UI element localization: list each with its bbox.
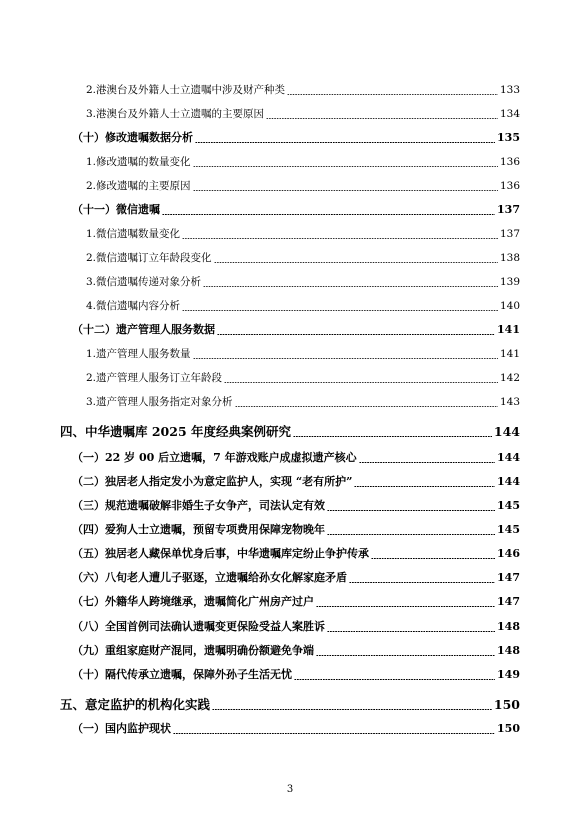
toc-entry-title: （三）规范遗嘱破解非婚生子女争产，司法认定有效	[72, 499, 325, 512]
toc-entry-page-number: 136	[499, 180, 520, 192]
toc-dot-leader	[203, 286, 498, 287]
toc-dot-leader	[195, 142, 495, 143]
toc-entry-page-number: 145	[497, 523, 520, 536]
toc-dot-leader	[235, 406, 498, 407]
toc-section-entry[interactable]	[72, 472, 520, 492]
toc-entry-title: 2.遗产管理人服务订立年龄段	[86, 372, 223, 384]
toc-dot-leader	[173, 733, 495, 734]
toc-dot-leader	[182, 310, 498, 311]
toc-subsection-entry[interactable]	[86, 344, 520, 364]
toc-dot-leader	[182, 238, 498, 239]
toc-subsection-entry[interactable]	[86, 224, 520, 244]
toc-entry-title: （五）独居老人藏保单忧身后事，中华遗嘱库定纷止争护传承	[72, 547, 369, 560]
toc-entry-title: （六）八旬老人遭儿子驱逐，立遗嘱给孙女化解家庭矛盾	[72, 571, 347, 584]
toc-entry-title: 五、意定监护的机构化实践	[60, 697, 211, 712]
toc-section-entry[interactable]	[72, 200, 520, 220]
toc-dot-leader	[316, 606, 495, 607]
toc-dot-leader	[193, 190, 498, 191]
toc-dot-leader	[327, 631, 495, 632]
toc-entry-page-number: 136	[499, 156, 520, 168]
toc-entry-title: 3.微信遗嘱传递对象分析	[86, 276, 202, 288]
toc-section-entry[interactable]	[72, 320, 520, 340]
toc-entry-page-number: 141	[497, 323, 520, 336]
toc-dot-leader	[214, 262, 498, 263]
toc-section-entry[interactable]	[72, 544, 520, 564]
toc-entry-page-number: 140	[499, 300, 520, 312]
toc-entry-page-number: 148	[497, 644, 520, 657]
toc-dot-leader	[287, 94, 498, 95]
toc-section-entry[interactable]	[72, 592, 520, 612]
toc-section-entry[interactable]	[72, 496, 520, 516]
toc-entry-page-number: 150	[497, 722, 520, 735]
toc-dot-leader	[371, 558, 495, 559]
toc-section-entry[interactable]	[72, 665, 520, 685]
toc-entry-page-number: 138	[499, 252, 520, 264]
toc-entry-page-number: 147	[497, 595, 520, 608]
toc-section-entry[interactable]	[72, 617, 520, 637]
toc-dot-leader	[212, 709, 492, 710]
toc-entry-page-number: 141	[499, 348, 520, 360]
toc-dot-leader	[293, 436, 492, 437]
toc-dot-leader	[359, 462, 495, 463]
toc-entry-page-number: 149	[497, 668, 520, 681]
toc-subsection-entry[interactable]	[86, 296, 520, 316]
toc-entry-page-number: 134	[499, 108, 520, 120]
toc-entry-title: 2.微信遗嘱订立年龄段变化	[86, 252, 212, 264]
toc-entry-title: 3.港澳台及外籍人士立遗嘱的主要原因	[86, 108, 265, 120]
toc-section-entry[interactable]	[72, 448, 520, 468]
toc-subsection-entry[interactable]	[86, 104, 520, 124]
toc-subsection-entry[interactable]	[86, 152, 520, 172]
toc-entry-title: （七）外籍华人跨境继承，遗嘱简化广州房产过户	[72, 595, 314, 608]
toc-entry-page-number: 145	[497, 499, 520, 512]
toc-section-entry[interactable]	[72, 641, 520, 661]
toc-entry-title: （一）国内监护现状	[72, 722, 171, 735]
toc-chapter-entry[interactable]	[60, 422, 520, 442]
toc-chapter-entry[interactable]	[60, 695, 520, 715]
toc-entry-page-number: 135	[497, 131, 520, 144]
toc-entry-page-number: 137	[499, 228, 520, 240]
toc-section-entry[interactable]	[72, 520, 520, 540]
toc-entry-title: （四）爱狗人士立遗嘱，预留专项费用保障宠物晚年	[72, 523, 325, 536]
toc-dot-leader	[224, 382, 498, 383]
toc-entry-title: （八）全国首例司法确认遗嘱变更保险受益人案胜诉	[72, 620, 325, 633]
toc-dot-leader	[354, 486, 495, 487]
toc-entry-page-number: 150	[493, 697, 520, 712]
toc-entry-title: 4.微信遗嘱内容分析	[86, 300, 181, 312]
toc-dot-leader	[217, 334, 495, 335]
toc-entry-page-number: 144	[497, 451, 520, 464]
toc-section-entry[interactable]	[72, 568, 520, 588]
toc-subsection-entry[interactable]	[86, 80, 520, 100]
toc-dot-leader	[193, 358, 498, 359]
toc-subsection-entry[interactable]	[86, 392, 520, 412]
toc-entry-title: 3.遗产管理人服务指定对象分析	[86, 396, 233, 408]
toc-entry-page-number: 144	[497, 475, 520, 488]
toc-entry-title: （一）22 岁 00 后立遗嘱，7 年游戏账户成虚拟遗产核心	[72, 451, 357, 464]
toc-entry-title: 2.修改遗嘱的主要原因	[86, 180, 191, 192]
toc-entry-page-number: 139	[499, 276, 520, 288]
toc-entry-title: 1.遗产管理人服务数量	[86, 348, 191, 360]
toc-entry-title: 2.港澳台及外籍人士立遗嘱中涉及财产种类	[86, 84, 286, 96]
toc-dot-leader	[349, 582, 495, 583]
toc-subsection-entry[interactable]	[86, 248, 520, 268]
toc-entry-page-number: 143	[499, 396, 520, 408]
toc-dot-leader	[266, 118, 498, 119]
toc-entry-title: （二）独居老人指定发小为意定监护人，实现 “老有所护”	[72, 475, 353, 488]
toc-dot-leader	[294, 679, 495, 680]
toc-section-entry[interactable]	[72, 719, 520, 739]
toc-entry-page-number: 133	[499, 84, 520, 96]
toc-dot-leader	[327, 534, 495, 535]
toc-entry-page-number: 144	[493, 424, 520, 439]
toc-entry-page-number: 137	[497, 203, 520, 216]
toc-entry-page-number: 147	[497, 571, 520, 584]
toc-subsection-entry[interactable]	[86, 272, 520, 292]
toc-entry-title: 1.微信遗嘱数量变化	[86, 228, 181, 240]
toc-section-entry[interactable]	[72, 128, 520, 148]
toc-dot-leader	[316, 655, 495, 656]
toc-entry-title: 四、中华遗嘱库 2025 年度经典案例研究	[60, 424, 291, 439]
toc-dot-leader	[193, 166, 498, 167]
toc-entry-page-number: 142	[499, 372, 520, 384]
toc-dot-leader	[162, 214, 495, 215]
toc-entry-title: （十）修改遗嘱数据分析	[72, 131, 193, 144]
toc-dot-leader	[327, 510, 495, 511]
toc-entry-title: （十一）微信遗嘱	[72, 203, 160, 216]
toc-entry-title: （十）隔代传承立遗嘱，保障外孙子生活无忧	[72, 668, 292, 681]
page-number: 3	[286, 784, 294, 795]
toc-entry-page-number: 146	[497, 547, 520, 560]
toc-subsection-entry[interactable]	[86, 368, 520, 388]
toc-entry-title: （九）重组家庭财产混同，遗嘱明确份额避免争端	[72, 644, 314, 657]
toc-entry-title: 1.修改遗嘱的数量变化	[86, 156, 191, 168]
toc-entry-page-number: 148	[497, 620, 520, 633]
toc-subsection-entry[interactable]	[86, 176, 520, 196]
toc-entry-title: （十二）遗产管理人服务数据	[72, 323, 215, 336]
